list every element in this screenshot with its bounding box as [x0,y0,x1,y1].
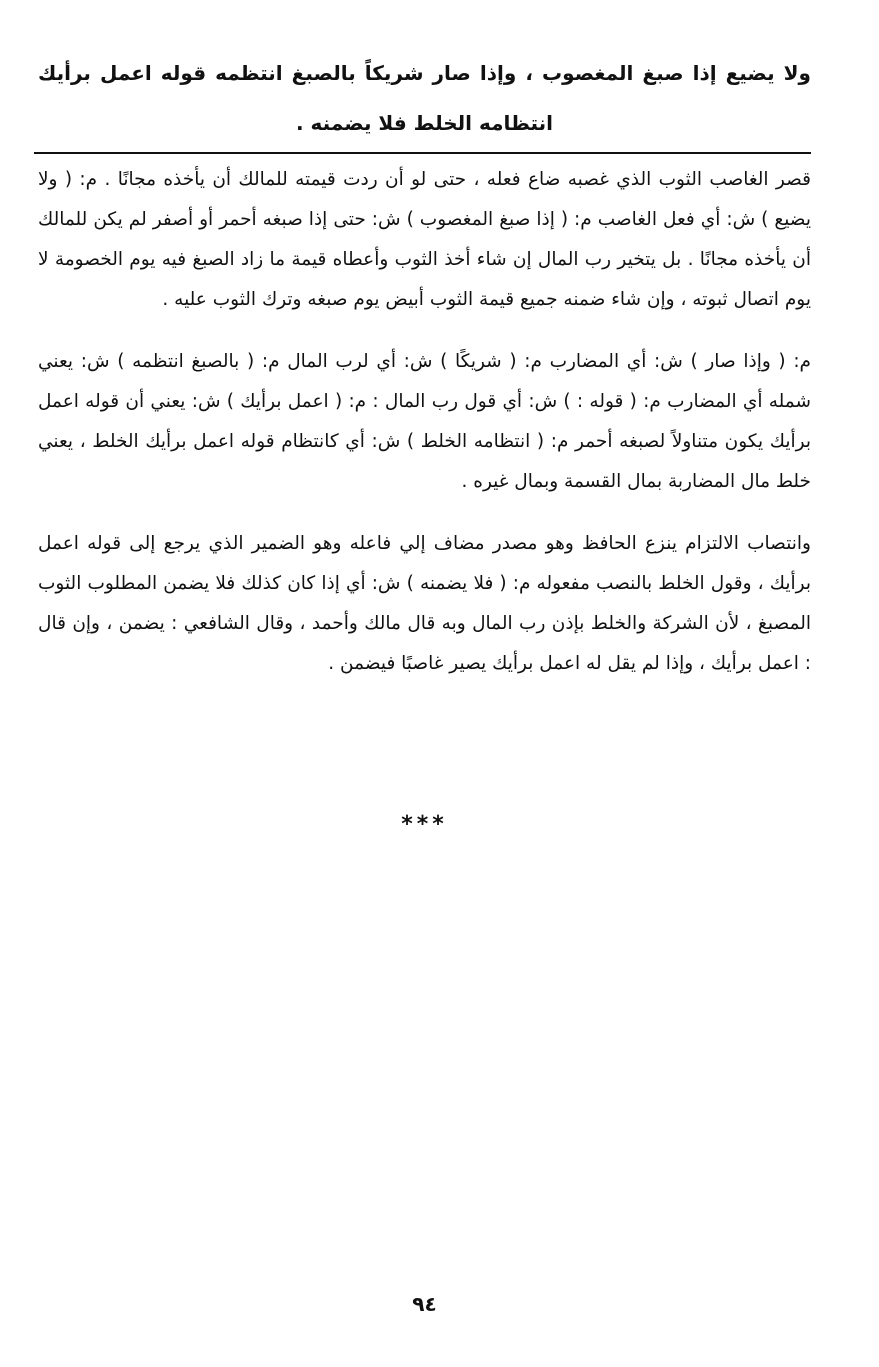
section-separator-asterisks: *** [401,812,448,837]
main-text-matn: ولا يضيع إذا صبغ المغصوب ، وإذا صار شريكاً بالصبغ انتظمه قوله اعمل برأيك انتظامه الخلط فلا يضمنه . [38,61,811,135]
commentary-paragraph: م: ( وإذا صار ) ش: أي المضارب م: ( شريكًا ) ش: أي لرب المال م: ( بالصبغ انتظمه ) ش: يعني شمله أي المضارب م: ( قوله : ) ش: أي قول رب المال : م: ( اعمل برأيك ) ش: يعني أن قوله اعمل برأيك يكون متناولاً لصبغه أحمر م: ( انتظامه الخلط ) ش: أي كانتظام قوله اعمل برأيك الخلط ، يعني خلط مال المضاربة بمال القسمة وبمال غيره . [38,351,811,492]
commentary-paragraph: قصر الغاصب الثوب الذي غصبه ضاع فعله ، حتى لو أن ردت قيمته للمالك أن يأخذه مجانًا . م: ( ولا يضيع ) ش: أي فعل الغاصب م: ( إذا صبغ المغصوب ) ش: حتى إذا صبغه أحمر أو أصفر لم يكن للمالك أن يأخذه مجانًا . بل يتخير رب المال إن شاء أخذ الثوب وأعطاه قيمة ما زاد الصبغ فيه يوم الخصومة لا يوم اتصال ثبوته ، وإن شاء ضمنه جميع قيمة الثوب أبيض يوم صبغه وترك الثوب عليه . [38,169,811,310]
separator-rule [34,152,811,154]
commentary-sharh [38,160,811,706]
page-number: ٩٤ [412,1292,437,1316]
commentary-paragraph: وانتصاب الالتزام ينزع الحافظ وهو مصدر مضاف إلي فاعله وهو الضمير الذي يرجع إلى قوله اعمل برأيك ، وقول الخلط بالنصب مفعوله م: ( فلا يضمنه ) ش: أي إذا كان كذلك فلا يضمن المطلوب الثوب المصبغ ، لأن الشركة والخلط بإذن رب المال وبه قال مالك وأحمد ، وقال الشافعي : يضمن ، وإن قال : اعمل برأيك ، وإذا لم يقل له اعمل برأيك يصير غاصبًا فيضمن . [38,533,811,674]
book-page [38,0,811,1367]
